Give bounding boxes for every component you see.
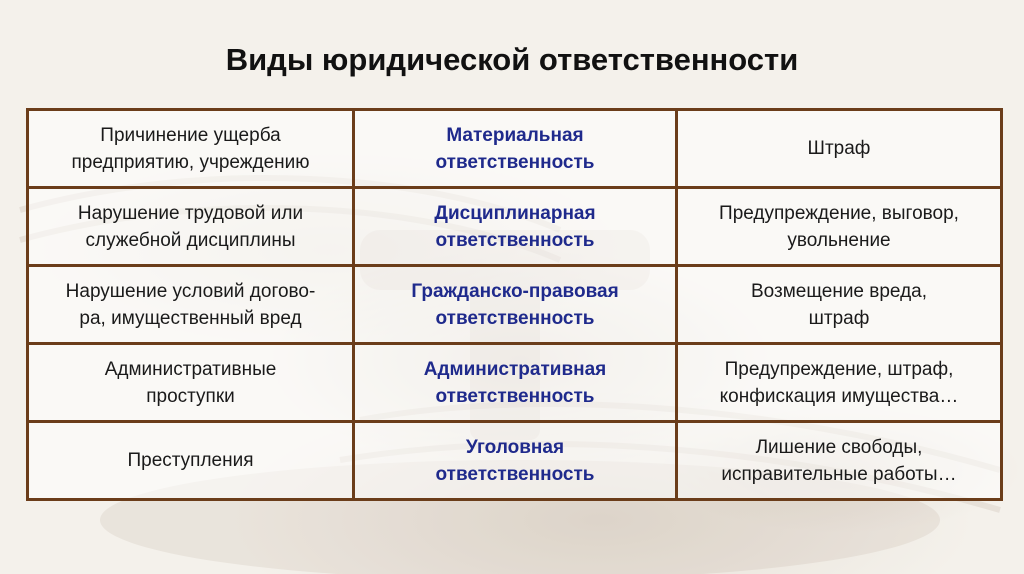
- table-row: [28, 422, 1002, 500]
- page-title: Виды юридической ответственности: [225, 42, 799, 77]
- responsibility-type-cell: Уголовная ответственность: [354, 422, 677, 500]
- table-row: [28, 188, 1002, 266]
- cause-cell: Нарушение условий догово- ра, имущественный вред: [28, 266, 354, 344]
- sanction-cell: Штраф: [677, 110, 1002, 188]
- table-row: [28, 110, 1002, 188]
- sanction-cell: Предупреждение, выговор, увольнение: [677, 188, 1002, 266]
- cause-cell: Причинение ущерба предприятию, учреждению: [28, 110, 354, 188]
- responsibility-table: [26, 108, 1003, 501]
- sanction-cell: Предупреждение, штраф, конфискация имущества…: [677, 344, 1002, 422]
- cause-cell: Преступления: [28, 422, 354, 500]
- cause-cell: Нарушение трудовой или служебной дисциплины: [28, 188, 354, 266]
- sanction-cell: Лишение свободы, исправительные работы…: [677, 422, 1002, 500]
- cause-cell: Административные проступки: [28, 344, 354, 422]
- responsibility-type-cell: Дисциплинарная ответственность: [354, 188, 677, 266]
- responsibility-type-cell: Материальная ответственность: [354, 110, 677, 188]
- table-row: [28, 266, 1002, 344]
- table-row: [28, 344, 1002, 422]
- sanction-cell: Возмещение вреда, штраф: [677, 266, 1002, 344]
- responsibility-type-cell: Административная ответственность: [354, 344, 677, 422]
- responsibility-type-cell: Гражданско-правовая ответственность: [354, 266, 677, 344]
